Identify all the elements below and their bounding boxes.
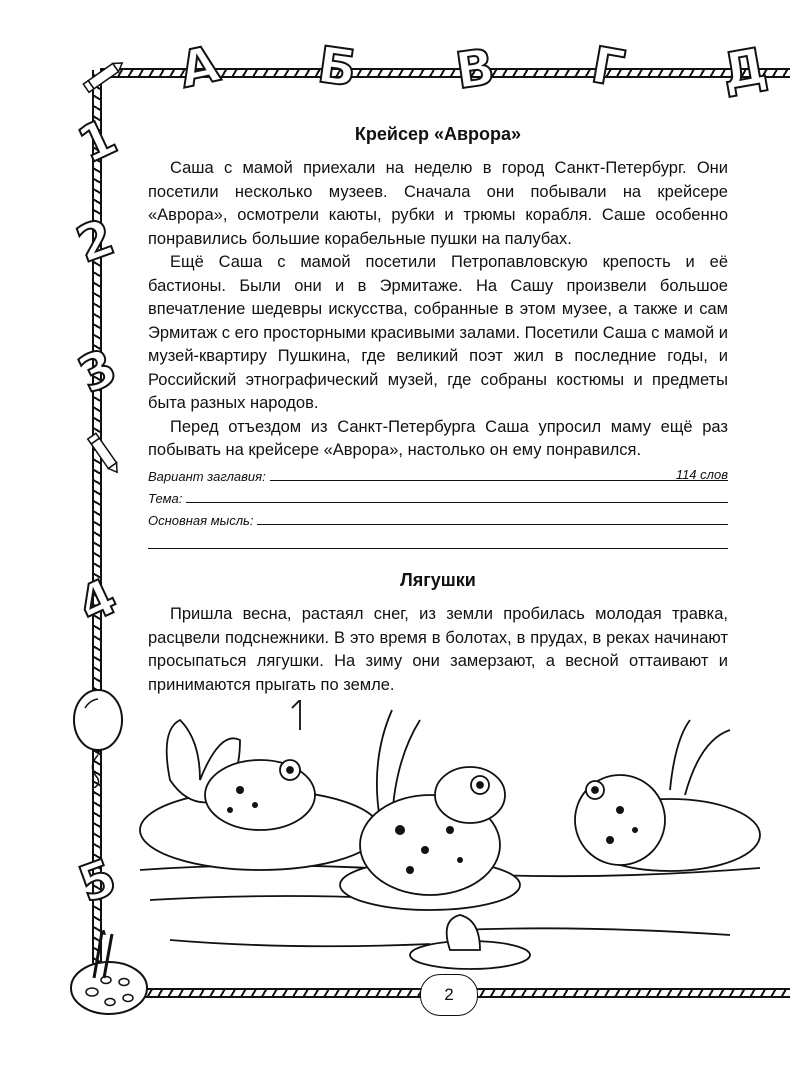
digit-1-decor: 1 (69, 107, 126, 175)
letter-g-decor: Г (587, 35, 629, 99)
story-paragraph: Пришла весна, растаял снег, из земли пробилась молодая травка, расцвели подснежники. В это время в болотах, в прудах, в реках начинают просыпаться лягушки. На зиму они замерзают, а весной оттаивают и принимаются прыгать по земле. (148, 605, 728, 694)
main-idea-field[interactable] (148, 506, 728, 528)
letter-b-decor: Б (314, 35, 360, 99)
topic-field[interactable] (148, 484, 728, 506)
page-number: 2 (420, 974, 478, 1016)
digit-5-decor: 5 (71, 847, 124, 915)
digit-4-decor: 4 (69, 567, 126, 635)
letter-d-decor: Д (717, 36, 772, 102)
balloon-icon (68, 688, 128, 788)
digit-2-decor: 2 (69, 207, 122, 275)
digit-3-decor: 3 (69, 337, 126, 405)
pencil-icon (80, 430, 130, 480)
answer-line[interactable] (257, 524, 728, 525)
title-variant-label: Вариант заглавия: (148, 469, 266, 484)
topic-label: Тема: (148, 491, 183, 506)
answer-line[interactable] (270, 480, 728, 481)
letter-a-decor: А (174, 34, 225, 100)
story-paragraph: Ещё Саша с мамой посетили Петропавловскую крепость и её бастионы. Были они и в Эрмитаже. На Сашу произвели большое впечатление шедевры искусства, собранные в этом музее, а также и сам Эрмитаж с его просторными красивыми залами. Посетили Саша с мамой и музей-квартиру Пушкина, где великий поэт жил в последние годы, и Российский этнографический музей, где собраны костюмы и предметы быта разных народов. (148, 253, 728, 412)
answer-form (148, 462, 728, 549)
story-title: Лягушки (400, 570, 476, 590)
story-paragraph: Саша с мамой приехали на неделю в город Санкт-Петербург. Они посетили несколько музеев. Сначала они побывали на крейсере «Аврора», осмотрели каюты, рубки и трюмы корабля. Саше особенно понравились большие корабельные пушки на палубах. (148, 159, 728, 248)
pencil-icon (80, 50, 130, 100)
frame-left-border (92, 70, 102, 970)
story-paragraph: Перед отъездом из Санкт-Петербурга Саша упросил маму ещё раз побывать на крейсере «Аврора», настолько он ему понравился. (148, 417, 728, 459)
word-count: 114 слов (675, 466, 728, 482)
story-aurora (148, 124, 728, 482)
letter-v-decor: В (452, 37, 498, 101)
frogs-pond-illustration (130, 700, 770, 975)
answer-line[interactable] (186, 502, 728, 503)
answer-line[interactable] (148, 528, 728, 549)
story-title: Крейсер «Аврора» (354, 124, 522, 144)
story-frogs (148, 570, 728, 697)
title-variant-field[interactable] (148, 462, 728, 484)
main-idea-label: Основная мысль: (148, 513, 254, 528)
